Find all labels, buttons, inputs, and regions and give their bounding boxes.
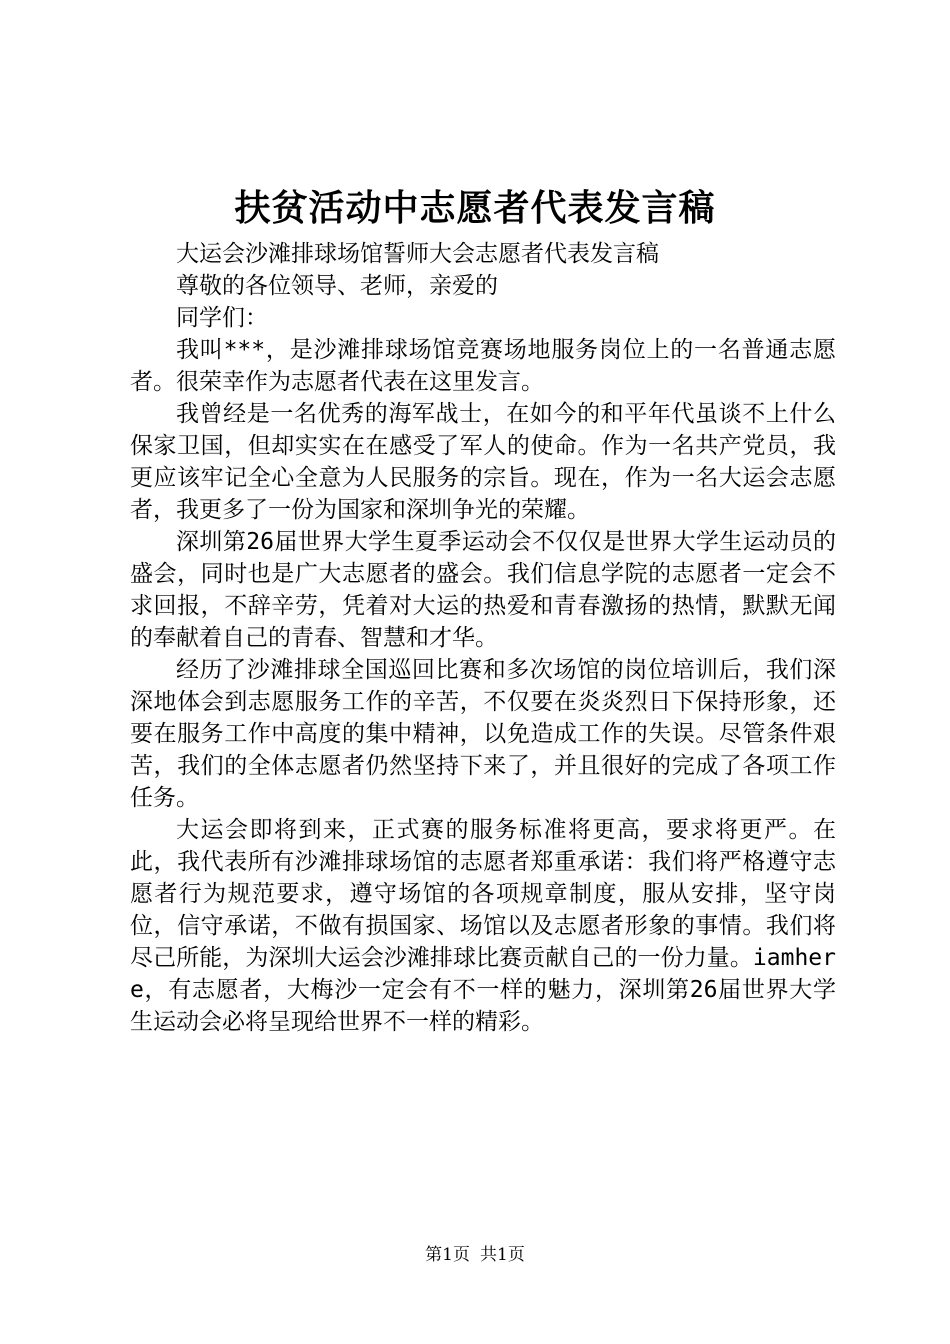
document-title: 扶贫活动中志愿者代表发言稿 bbox=[234, 187, 716, 229]
paragraph-universiade: 深圳第26届世界大学生夏季运动会不仅仅是世界大学生运动员的盛会，同时也是广大志愿者的盛会。我们信息学院的志愿者一定会不求回报，不辞辛劳，凭着对大运的热爱和青春激扬的热情，默默无闻的奉献着自己的青春、智慧和才华。 bbox=[130, 529, 836, 651]
paragraph-pledge: 大运会即将到来，正式赛的服务标准将更高，要求将更严。在此，我代表所有沙滩排球场馆的志愿者郑重承诺：我们将严格遵守志愿者行为规范要求，遵守场馆的各项规章制度，服从安排，坚守岗位，信守承诺，不做有损国家、场馆以及志愿者形象的事情。我们将尽己所能，为深圳大运会沙滩排球比赛贡献自己的一份力量。iamhere，有志愿者，大梅沙一定会有不一样的魅力，深圳第26届世界大学生运动会必将呈现给世界不一样的精彩。 bbox=[130, 817, 836, 1035]
page-number: 第1页 bbox=[425, 1245, 470, 1265]
paragraph-experience: 经历了沙滩排球全国巡回比赛和多次场馆的岗位培训后，我们深深地体会到志愿服务工作的辛苦，不仅要在炎炎烈日下保持形象，还要在服务工作中高度的集中精神，以免造成工作的失误。尽管条件艰苦，我们的全体志愿者仍然坚持下来了，并且很好的完成了各项工作任务。 bbox=[130, 657, 836, 811]
paragraph-salutation: 尊敬的各位领导、老师，亲爱的 bbox=[176, 273, 498, 299]
page-total: 共1页 bbox=[480, 1245, 525, 1265]
page-footer bbox=[0, 1243, 950, 1267]
paragraph-background: 我曾经是一名优秀的海军战士，在如今的和平年代虽谈不上什么保家卫国，但却实实在在感受了军人的使命。作为一名共产党员，我更应该牢记全心全意为人民服务的宗旨。现在，作为一名大运会志愿者，我更多了一份为国家和深圳争光的荣耀。 bbox=[130, 401, 836, 523]
document-body bbox=[130, 238, 836, 1038]
paragraph-intro: 我叫***，是沙滩排球场馆竞赛场地服务岗位上的一名普通志愿者。很荣幸作为志愿者代表在这里发言。 bbox=[130, 337, 836, 395]
paragraph-subtitle: 大运会沙滩排球场馆誓师大会志愿者代表发言稿 bbox=[176, 241, 659, 267]
paragraph-salutation-cont: 同学们： bbox=[176, 305, 268, 331]
